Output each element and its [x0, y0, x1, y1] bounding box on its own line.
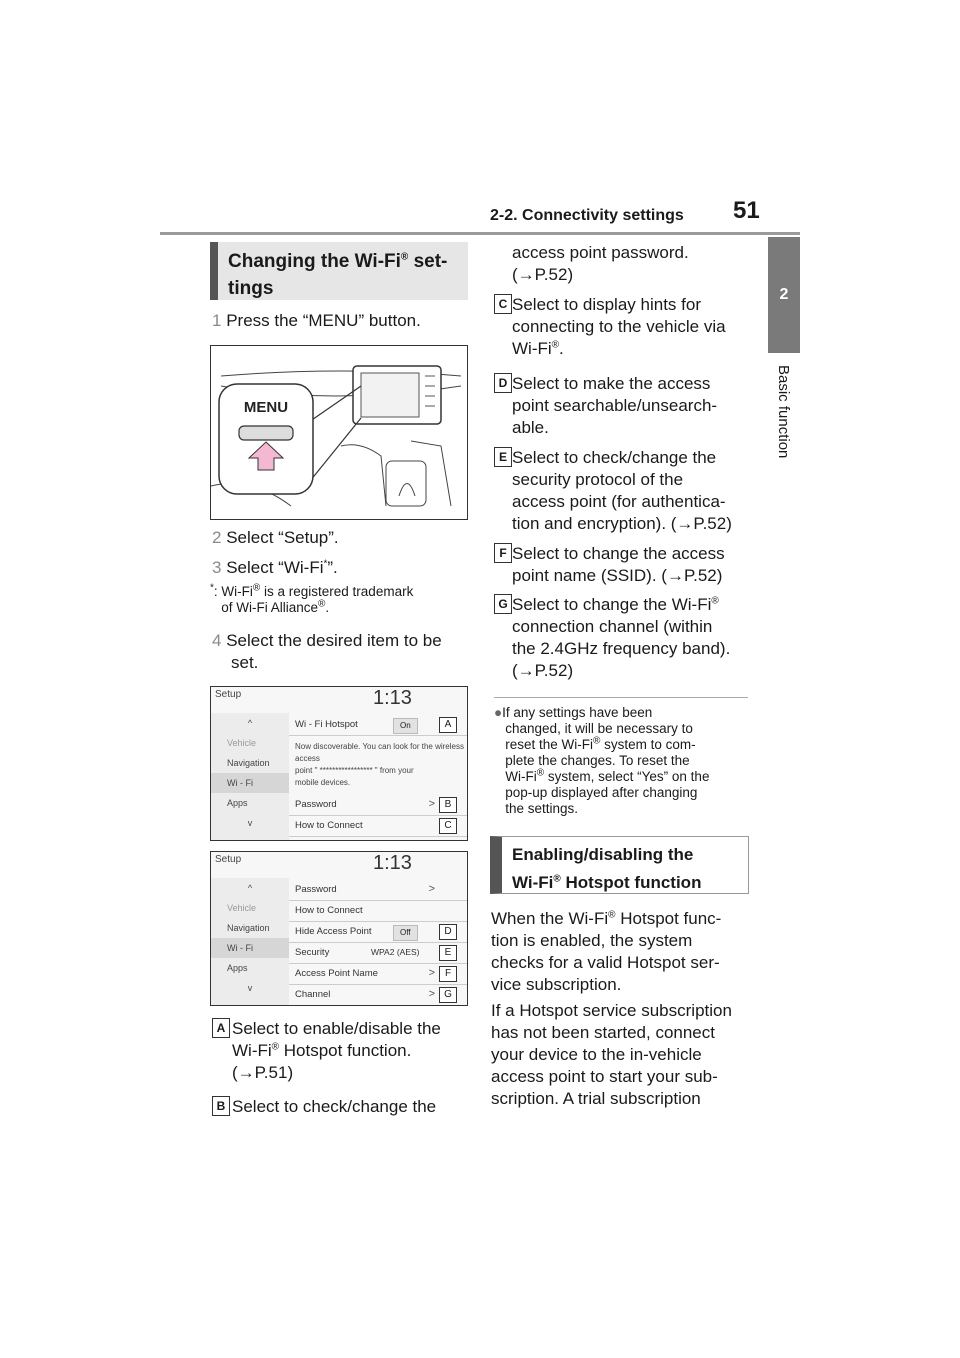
hide-access-point-toggle[interactable]: Off — [393, 925, 418, 941]
screen-sidebar: ^ Vehicle Navigation Wi - Fi Apps v — [211, 713, 289, 840]
step-3: 3 Select “Wi-Fi*”. — [212, 558, 338, 577]
callout-b: B — [439, 797, 457, 813]
item-b-text: Select to check/change the — [232, 1097, 437, 1116]
item-a-badge: A — [212, 1018, 230, 1038]
settings-note: ●If any settings have been changed, it will be necessary to reset the Wi-Fi® system to com- plete the changes. To reset the Wi-Fi® system, select “Yes” on the pop-up displayed after changing the settings. — [494, 705, 710, 816]
section-heading-hotspot: Enabling/disabling the Wi-Fi® Hotspot function — [490, 836, 749, 894]
item-e-badge: E — [494, 447, 512, 467]
item-f-badge: F — [494, 543, 512, 563]
callout-g: G — [439, 987, 457, 1003]
how-to-connect-row[interactable]: How to Connect — [289, 816, 467, 837]
screen-clock: 1:13 — [373, 687, 412, 709]
security-value: WPA2 (AES) — [371, 947, 420, 957]
note-divider — [494, 697, 748, 698]
chapter-label: Basic function — [775, 365, 792, 459]
callout-a: A — [439, 717, 457, 733]
callout-d: D — [439, 924, 457, 940]
item-g-badge: G — [494, 594, 512, 614]
hotspot-paragraph-1: When the Wi-Fi® Hotspot func- tion is enabled, the system checks for a valid Hotspot ser- vice subscription. — [491, 909, 722, 994]
screen-title: Setup — [215, 854, 242, 865]
menu-label: MENU — [243, 399, 289, 416]
footnote: *: Wi-Fi® is a registered trademark of Wi-Fi Alliance®. — [210, 582, 414, 615]
access-point-name-row[interactable]: Access Point Name — [289, 964, 467, 985]
password-row[interactable]: Password — [289, 795, 467, 816]
item-g-text: Select to change the Wi-Fi® connection channel (within the 2.4GHz frequency band). (→P.52) — [512, 595, 731, 680]
hide-access-point-row[interactable]: Hide Access Point — [289, 922, 467, 943]
hotspot-toggle[interactable]: On — [393, 718, 418, 734]
chapter-tab: 2 — [768, 237, 800, 353]
channel-row[interactable]: Channel — [289, 985, 467, 1006]
screen-sidebar: ^ Vehicle Navigation Wi - Fi Apps v — [211, 878, 289, 1005]
item-c-text: Select to display hints for connecting to the vehicle via Wi-Fi®. — [512, 295, 726, 358]
item-d-text: Select to make the access point searchable/unsearch- able. — [512, 374, 718, 437]
item-f-text: Select to change the access point name (SSID). (→P.52) — [512, 544, 725, 585]
callout-e: E — [439, 945, 457, 961]
item-b-badge: B — [212, 1096, 230, 1116]
screen-clock: 1:13 — [373, 852, 412, 874]
item-c-badge: C — [494, 294, 512, 314]
callout-f: F — [439, 966, 457, 982]
screen-title: Setup — [215, 689, 242, 700]
callout-c: C — [439, 818, 457, 834]
header-rule — [160, 232, 800, 235]
menu-button-illustration — [210, 345, 468, 520]
security-row[interactable]: Security — [289, 943, 467, 964]
step-1: 1 Press the “MENU” button. — [212, 311, 421, 330]
setup-screen-wifi-hotspot: Setup 1:13 ^ Vehicle Navigation Wi - Fi Apps v Wi - Fi Hotspot On Now discoverable. You can look for the wireless access point " ***************** " from your mobile devices. Password > How to Connect A B C — [210, 686, 468, 841]
page-number: 51 — [733, 197, 760, 224]
hotspot-paragraph-2: If a Hotspot service subscription has not been started, connect your device to the in-vehicle access point to start your sub- scription. A trial subscription — [491, 1001, 732, 1108]
password-row[interactable]: Password — [289, 880, 467, 901]
item-d-badge: D — [494, 373, 512, 393]
step-2: 2 Select “Setup”. — [212, 528, 339, 547]
how-to-connect-row[interactable]: How to Connect — [289, 901, 467, 922]
step-4: 4 Select the desired item to be set. — [212, 631, 442, 672]
section-title: 2-2. Connectivity settings — [490, 207, 684, 224]
item-b-continued: access point password. (→P.52) — [512, 243, 689, 284]
item-a-text: Select to enable/disable the Wi-Fi® Hotspot function. (→P.51) — [232, 1019, 441, 1082]
section-heading-wifi-settings: Changing the Wi-Fi® set- tings — [210, 242, 468, 300]
wifi-hotspot-row[interactable]: Wi - Fi Hotspot — [289, 715, 467, 736]
setup-screen-wifi-options: Setup 1:13 ^ Vehicle Navigation Wi - Fi Apps v Password > How to Connect Hide Access Point Off Security WPA2 (AES) Access Point Name > Channel > D E F G — [210, 851, 468, 1006]
item-e-text: Select to check/change the security protocol of the access point (for authentica- tion and encryption). (→P.52) — [512, 448, 732, 533]
hotspot-message: Now discoverable. You can look for the wireless access point " ***************** " from your mobile devices. — [295, 742, 464, 787]
